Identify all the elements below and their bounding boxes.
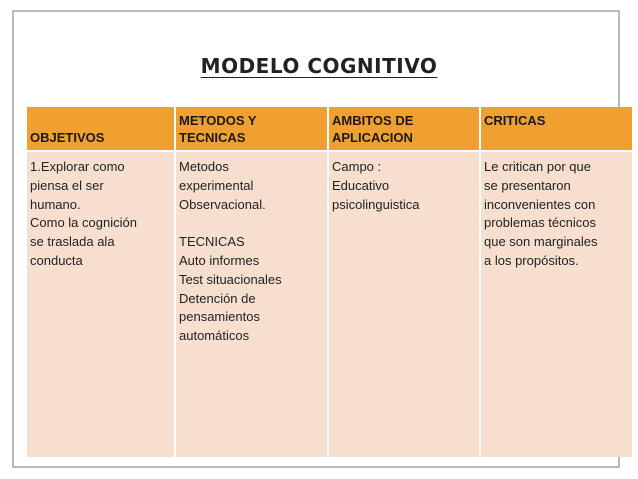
header-row <box>27 107 632 151</box>
header-metodos-tecnicas: METODOS Y TECNICAS <box>175 107 328 151</box>
table-row <box>27 151 632 457</box>
cell-criticas: Le critican por que se presentaron inconvenientes con problemas técnicos que son marginales a los propósitos. <box>480 151 632 457</box>
header-objetivos: OBJETIVOS <box>27 107 175 151</box>
header-ambitos-aplicacion: AMBITOS DE APLICACION <box>328 107 480 151</box>
cell-ambitos-aplicacion: Campo : Educativo psicolinguistica <box>328 151 480 457</box>
model-table <box>27 107 632 457</box>
cell-metodos-tecnicas: Metodos experimental Observacional. TECNICAS Auto informes Test situacionales Detención de pensamientos automáticos <box>175 151 328 457</box>
cell-objetivos: 1.Explorar como piensa el ser humano. Como la cognición se traslada ala conducta <box>27 151 175 457</box>
header-criticas: CRITICAS <box>480 107 632 151</box>
slide-title: MODELO COGNITIVO <box>200 54 438 78</box>
